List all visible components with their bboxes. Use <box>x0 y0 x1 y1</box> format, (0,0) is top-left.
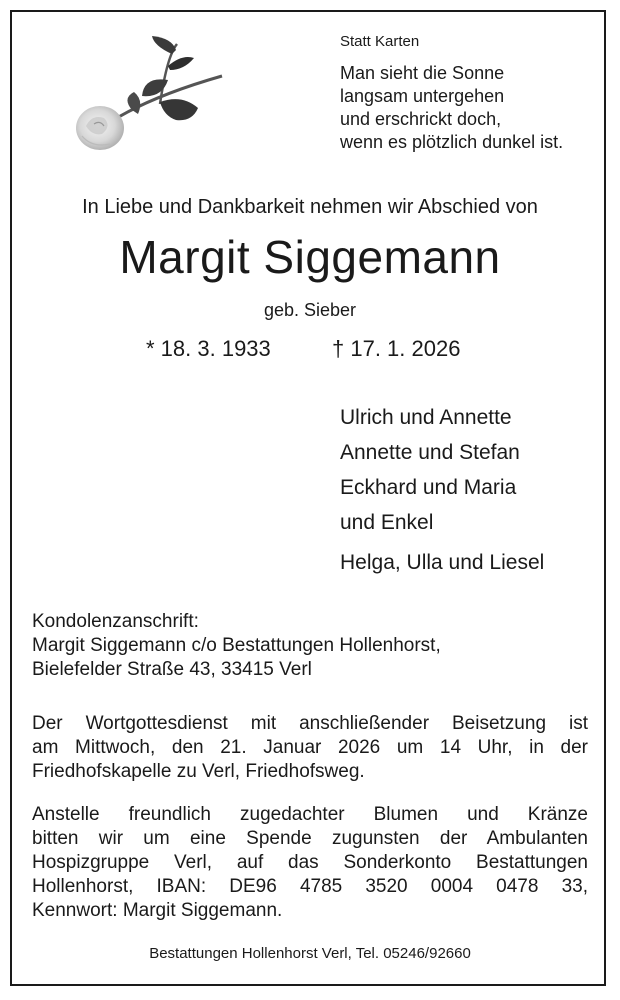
mourner-entry: und Enkel <box>340 511 434 534</box>
rose-icon <box>72 36 232 156</box>
address-line: Bielefelder Straße 43, 33415 Verl <box>32 659 312 680</box>
poem-line: und erschrickt doch, <box>340 109 502 129</box>
donation-line: bitten wir um eine Spende zugunsten der Ambulanten <box>32 828 588 849</box>
service-line: am Mittwoch, den 21. Januar 2026 um 14 Uhr, in der <box>32 737 588 758</box>
mourner-entry: Ulrich und Annette <box>340 406 512 429</box>
poem-line: Man sieht die Sonne <box>340 63 505 83</box>
donation-line: Kennwort: Margit Siggemann. <box>32 900 283 921</box>
service-info <box>32 712 588 784</box>
birth-name: geb. Sieber <box>263 300 357 320</box>
poem-line: wenn es plötzlich dunkel ist. <box>340 132 564 152</box>
donation-info <box>32 803 588 923</box>
poem-line: langsam untergehen <box>340 86 505 106</box>
funeral-home-footer: Bestattungen Hollenhorst Verl, Tel. 05246/92660 <box>149 945 471 962</box>
birth-date: * 18. 3. 1933 <box>146 336 271 361</box>
service-line: Friedhofskapelle zu Verl, Friedhofsweg. <box>32 761 365 782</box>
poem <box>340 62 563 154</box>
mourners-list <box>340 400 544 580</box>
service-line: Der Wortgottesdienst mit anschließender Beisetzung ist <box>32 713 588 734</box>
mourner-entry: Eckhard und Maria <box>340 476 517 499</box>
address-line: Margit Siggemann c/o Bestattungen Hollenhorst, <box>32 635 441 656</box>
condolence-address <box>32 610 588 682</box>
donation-line: Hollenhorst, IBAN: DE96 4785 3520 0004 0478 33, <box>32 876 588 897</box>
death-date: † 17. 1. 2026 <box>332 336 461 361</box>
intro-text: In Liebe und Dankbarkeit nehmen wir Abschied von <box>82 196 538 218</box>
mourner-entry: Helga, Ulla und Liesel <box>340 551 545 574</box>
mourner-entry: Annette und Stefan <box>340 441 520 464</box>
statt-karten-label: Statt Karten <box>340 33 420 50</box>
address-label: Kondolenzanschrift: <box>32 611 199 632</box>
deceased-name: Margit Siggemann <box>119 231 501 283</box>
donation-line: Anstelle freundlich zugedachter Blumen und Kränze <box>32 804 588 825</box>
donation-line: Hospizgruppe Verl, auf das Sonderkonto Bestattungen <box>32 852 588 873</box>
